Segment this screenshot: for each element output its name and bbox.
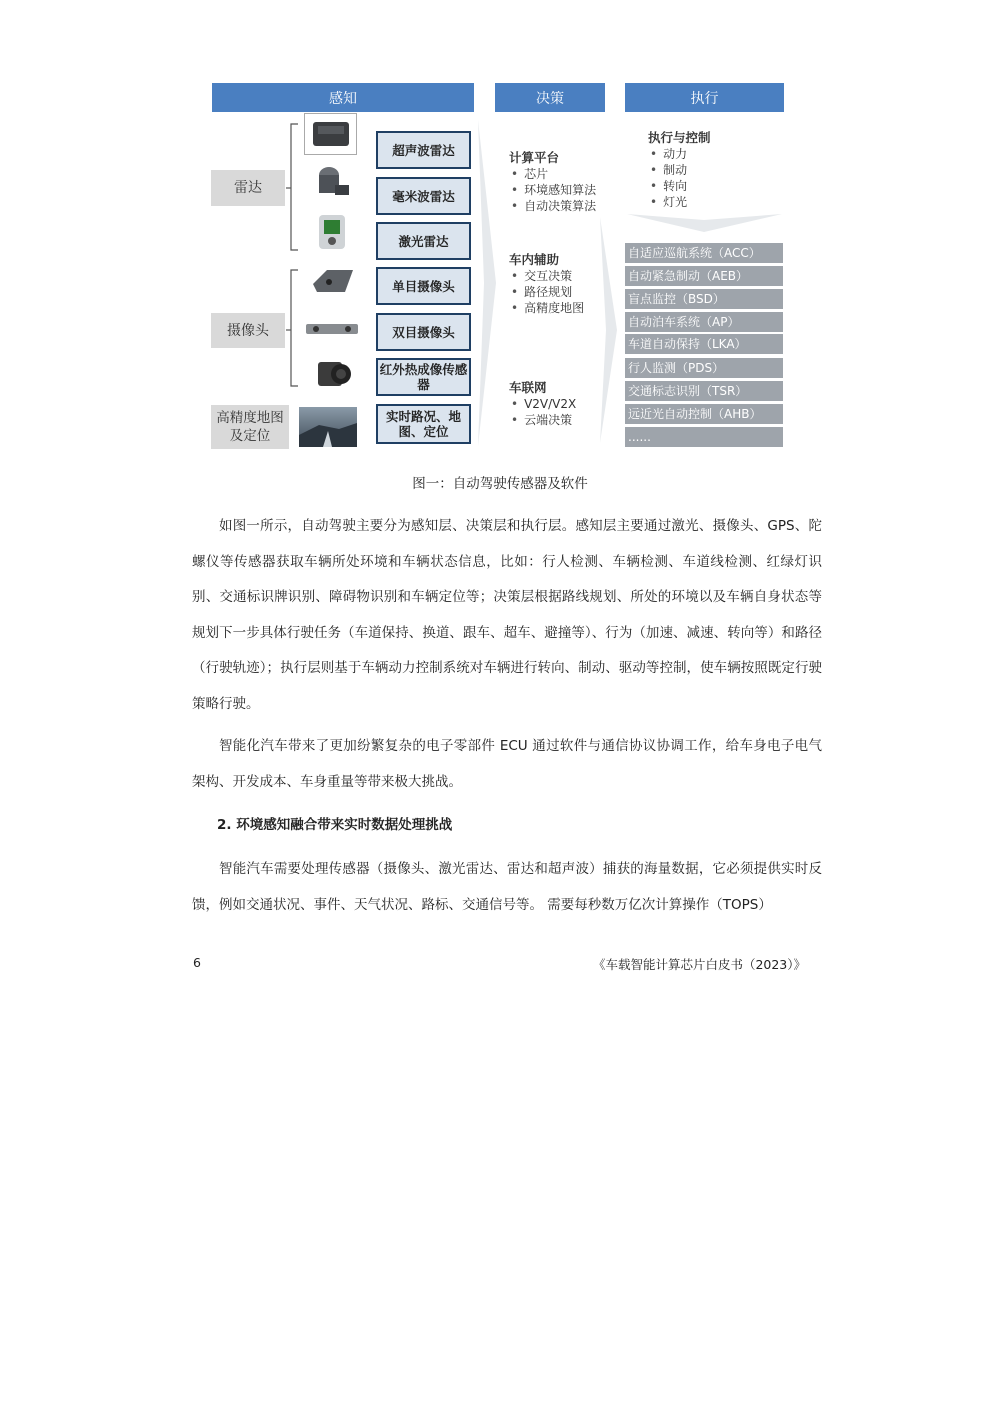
bracket-lines [280, 118, 310, 398]
function-pds: 行人监测（PDS） [625, 358, 783, 378]
decision-item: • 高精度地图 [509, 300, 584, 316]
paragraph-text: 如图一所示，自动驾驶主要分为感知层、决策层和执行层。感知层主要通过激光、摄像头、GPS、陀螺仪等传感器获取车辆所处环境和车辆状态信息，比如：行人检测、车辆检测、车道线检测、红绿灯识别、交通标识牌识别、障碍物识别和车辆定位等；决策层根据路线规划、所处的环境以及车辆自身状态等规划下一步具体行驶任务（车道保持、换道、跟车、超车、避撞等）、行为（加速、减速、转向等）和路径（行驶轨迹）；执行层则基于车辆动力控制系统对车辆进行转向、制动、驱动等控制，使车辆按照既定行驶策略行驶。 [192, 518, 822, 712]
category-radar: 雷达 [211, 170, 285, 206]
sensor-mono-camera: 单目摄像头 [376, 267, 471, 305]
decision-group-title: 车联网 [509, 380, 547, 395]
mono-camera-image [307, 262, 359, 300]
paragraph-3 [192, 852, 822, 923]
paragraph-text: 智能化汽车带来了更加纷繁复杂的电子零部件 ECU 通过软件与通信协议协调工作，给车身电子电气架构、开发成本、车身重量等带来极大挑战。 [192, 738, 822, 790]
arrow-decision-to-execution [598, 215, 620, 445]
sensor-infrared: 红外热成像传感器 [376, 358, 471, 396]
execution-item: • 动力 [648, 146, 711, 162]
function-acc: 自适应巡航系统（ACC） [625, 243, 783, 263]
sensor-lidar: 激光雷达 [376, 222, 471, 260]
category-camera: 摄像头 [211, 313, 285, 348]
section-heading: 2. 环境感知融合带来实时数据处理挑战 [217, 817, 453, 833]
decision-item: • V2V/V2X [509, 396, 576, 412]
decision-group-in-car [509, 252, 584, 316]
stereo-camera-image [304, 318, 360, 340]
sensor-mmwave-radar: 毫米波雷达 [376, 177, 471, 215]
hdmap-image [299, 407, 357, 447]
sensor-realtime-map: 实时路况、地图、定位 [376, 404, 471, 444]
category-hdmap: 高精度地图及定位 [211, 405, 289, 449]
paragraph-1 [192, 509, 822, 722]
footer-doc-title: 《车载智能计算芯片白皮书（2023）》 [592, 957, 806, 972]
decision-group-title: 计算平台 [509, 150, 560, 165]
decision-item: • 路径规划 [509, 284, 584, 300]
decision-item: • 自动决策算法 [509, 198, 596, 214]
execution-item: • 转向 [648, 178, 711, 194]
page-number: 6 [193, 955, 201, 970]
function-bsd: 盲点监控（BSD） [625, 289, 783, 309]
decision-item: • 交互决策 [509, 268, 584, 284]
mmwave-radar-image [309, 163, 353, 207]
decision-group-v2x [509, 380, 576, 428]
paragraph-text: 智能汽车需要处理传感器（摄像头、激光雷达、雷达和超声波）捕获的海量数据，它必须提供实时反馈，例如交通状况、事件、天气状况、路标、交通信号等。 需要每秒数万亿次计算操作（TOPS） [192, 861, 822, 913]
ultrasonic-radar-image [304, 113, 357, 155]
decision-item: • 芯片 [509, 166, 596, 182]
header-perception: 感知 [212, 83, 474, 112]
decision-group-title: 车内辅助 [509, 252, 560, 267]
function-more: ...... [625, 427, 783, 447]
execution-group-title: 执行与控制 [648, 130, 711, 145]
decision-item: • 云端决策 [509, 412, 576, 428]
arrow-perception-to-decision [476, 118, 500, 448]
decision-item: • 环境感知算法 [509, 182, 596, 198]
function-tsr: 交通标志识别（TSR） [625, 381, 783, 401]
execution-item: • 制动 [648, 162, 711, 178]
header-execution: 执行 [625, 83, 784, 112]
infrared-camera-image [314, 356, 354, 392]
figure-caption: 图一：自动驾驶传感器及软件 [412, 476, 588, 492]
execution-group [648, 130, 711, 210]
sensor-ultrasonic-radar: 超声波雷达 [376, 131, 471, 169]
paragraph-2 [192, 729, 822, 800]
arrow-down-execution [625, 212, 784, 234]
function-aeb: 自动紧急制动（AEB） [625, 266, 783, 286]
function-lka: 车道自动保持（LKA） [625, 334, 783, 354]
lidar-image [313, 213, 353, 253]
function-ahb: 远近光自动控制（AHB） [625, 404, 783, 424]
sensor-stereo-camera: 双目摄像头 [376, 313, 471, 351]
execution-item: • 灯光 [648, 194, 711, 210]
decision-group-computing [509, 150, 596, 214]
function-ap: 自动泊车系统（AP） [625, 312, 783, 332]
header-decision: 决策 [495, 83, 605, 112]
